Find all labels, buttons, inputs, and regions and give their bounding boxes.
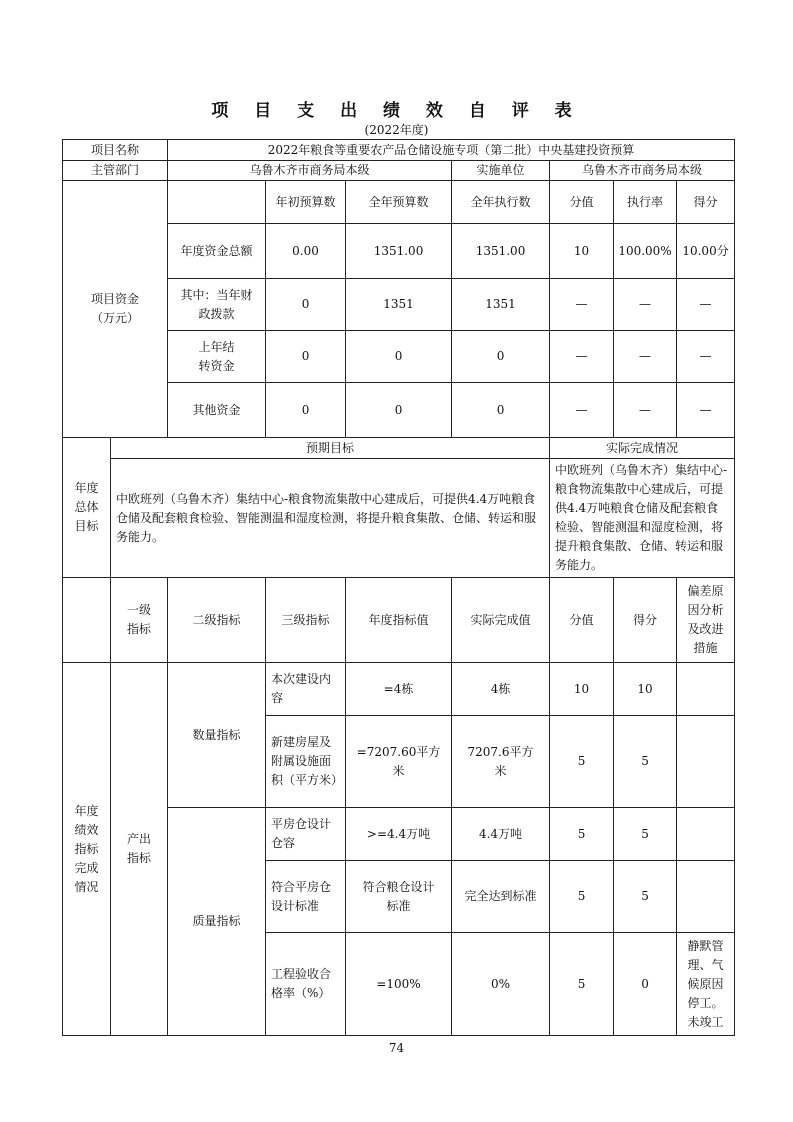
funds-row-label: 上年结转资金	[168, 331, 266, 383]
department-row	[63, 161, 735, 181]
funds-cell: 0	[346, 383, 452, 438]
indicator-header-cell: 年度指标值	[346, 578, 452, 663]
funds-header-cell: 全年预算数	[346, 181, 452, 224]
target-value: =4栋	[346, 663, 452, 716]
funds-cell: —	[550, 331, 614, 383]
funds-header-cell: 得分	[677, 181, 735, 224]
indicator-header-cell: 分值	[550, 578, 614, 663]
dept-value: 乌鲁木齐市商务局本级	[168, 161, 452, 181]
score: 5	[614, 808, 677, 861]
funds-header-cell: 分值	[550, 181, 614, 224]
funds-cell: 1351	[452, 279, 550, 331]
funds-cell: 10	[550, 224, 614, 279]
indicator-header-blank	[63, 578, 111, 663]
project-name-label: 项目名称	[63, 140, 168, 161]
expected-goal-header: 预期目标	[111, 438, 550, 459]
project-name-value: 2022年粮食等重要农产品仓储设施专项（第二批）中央基建投资预算	[168, 140, 735, 161]
goals-header-row	[63, 438, 735, 459]
funds-cell: 0	[346, 331, 452, 383]
funds-cell: 0	[452, 383, 550, 438]
level3-indicator: 平房仓设计仓容	[266, 808, 346, 861]
indicator-header-cell: 二级指标	[168, 578, 266, 663]
indicator-header-cell: 偏差原因分析及改进措施	[677, 578, 735, 663]
funds-cell: —	[550, 279, 614, 331]
score-value: 10	[550, 663, 614, 716]
level3-indicator: 符合平房仓设计标准	[266, 861, 346, 933]
deviation	[677, 808, 735, 861]
score-value: 5	[550, 933, 614, 1036]
funds-header-blank	[168, 181, 266, 224]
funds-cell: 0	[266, 331, 346, 383]
funds-cell: —	[550, 383, 614, 438]
page-number: 74	[388, 1041, 405, 1055]
score-value: 5	[550, 716, 614, 808]
funds-cell: 100.00%	[614, 224, 677, 279]
funds-row-label: 其中：当年财政拨款	[168, 279, 266, 331]
project-name-row	[63, 140, 735, 161]
indicator-header-cell: 三级指标	[266, 578, 346, 663]
funds-header-cell: 全年执行数	[452, 181, 550, 224]
funds-header-cell: 执行率	[614, 181, 677, 224]
goals-label: 年度总体目标	[63, 438, 111, 578]
score: 10	[614, 663, 677, 716]
actual-value: 7207.6平方米	[452, 716, 550, 808]
funds-row-label: 年度资金总额	[168, 224, 266, 279]
indicator-section-label: 年度绩效指标完成情况	[63, 663, 111, 1036]
target-value: =7207.60平方米	[346, 716, 452, 808]
level2-indicator: 数量指标	[168, 663, 266, 808]
funds-header-cell: 年初预算数	[266, 181, 346, 224]
funds-cell: —	[614, 331, 677, 383]
actual-value: 4栋	[452, 663, 550, 716]
actual-value: 0%	[452, 933, 550, 1036]
page-title: 项 目 支 出 绩 效 自 评 表	[211, 101, 582, 121]
level3-indicator: 新建房屋及附属设施面积（平方米）	[266, 716, 346, 808]
funds-cell: 1351	[346, 279, 452, 331]
target-value: =100%	[346, 933, 452, 1036]
score: 5	[614, 861, 677, 933]
actual-value: 4.4万吨	[452, 808, 550, 861]
impl-label: 实施单位	[452, 161, 550, 181]
expected-goal-text: 中欧班列（乌鲁木齐）集结中心-粮食物流集散中心建成后，可提供4.4万吨粮食仓储及配套粮食检验、智能测温和湿度检测，将提升粮食集散、仓储、转运和服务能力。	[111, 459, 550, 578]
indicator-header-row	[63, 578, 735, 663]
deviation	[677, 861, 735, 933]
level2-indicator: 质量指标	[168, 808, 266, 1036]
funds-cell: —	[677, 383, 735, 438]
level3-indicator: 工程验收合格率（%）	[266, 933, 346, 1036]
deviation	[677, 663, 735, 716]
target-value: >=4.4万吨	[346, 808, 452, 861]
funds-cell: 1351.00	[346, 224, 452, 279]
score-value: 5	[550, 861, 614, 933]
funds-cell: 10.00分	[677, 224, 735, 279]
level3-indicator: 本次建设内容	[266, 663, 346, 716]
self-evaluation-table	[62, 139, 735, 1036]
actual-goal-header: 实际完成情况	[550, 438, 735, 459]
indicator-header-cell: 一级指标	[111, 578, 168, 663]
level1-indicator: 产出指标	[111, 663, 168, 1036]
funds-cell: 1351.00	[452, 224, 550, 279]
funds-cell: —	[677, 331, 735, 383]
target-value: 符合粮仓设计标准	[346, 861, 452, 933]
impl-value: 乌鲁木齐市商务局本级	[550, 161, 735, 181]
goals-text-row	[63, 459, 735, 578]
funds-header-row	[63, 181, 735, 224]
funds-cell: —	[614, 383, 677, 438]
page-subtitle: (2022年度)	[364, 123, 429, 137]
dept-label: 主管部门	[63, 161, 168, 181]
score-value: 5	[550, 808, 614, 861]
indicator-header-cell: 实际完成值	[452, 578, 550, 663]
actual-goal-text: 中欧班列（乌鲁木齐）集结中心-粮食物流集散中心建成后，可提供4.4万吨粮食仓储及配套粮食检验、智能测温和湿度检测，将提升粮食集散、仓储、转运和服务能力。	[550, 459, 735, 578]
funds-cell: 0	[266, 279, 346, 331]
funds-cell: —	[677, 279, 735, 331]
score: 0	[614, 933, 677, 1036]
funds-cell: 0	[452, 331, 550, 383]
funds-row-label: 其他资金	[168, 383, 266, 438]
funds-cell: 0	[266, 383, 346, 438]
deviation: 静默管理、气候原因停工。未竣工	[677, 933, 735, 1036]
score: 5	[614, 716, 677, 808]
funds-cell: 0.00	[266, 224, 346, 279]
indicator-header-cell: 得分	[614, 578, 677, 663]
actual-value: 完全达到标准	[452, 861, 550, 933]
deviation	[677, 716, 735, 808]
funds-label: 项目资金（万元）	[63, 181, 168, 438]
indicator-row	[63, 663, 735, 716]
funds-cell: —	[614, 279, 677, 331]
